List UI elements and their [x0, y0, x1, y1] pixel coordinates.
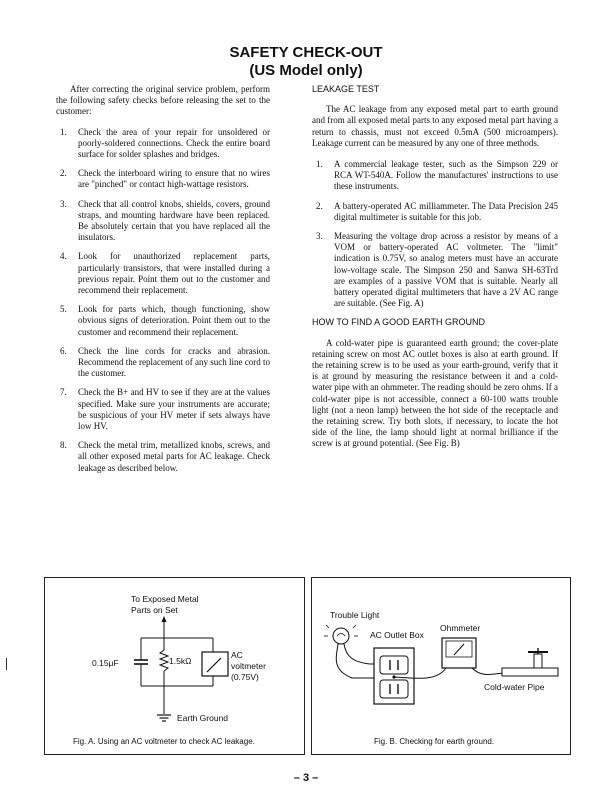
list-item [56, 251, 270, 296]
item-text: Check the metal trim, metallized knobs, screws, and all other exposed metal parts for AC leakage. Check leakage as described below. [78, 440, 270, 473]
capacitor-value: 0.15μF [92, 658, 119, 668]
list-item [56, 440, 270, 474]
receptacle-icon [380, 656, 408, 674]
list-item [312, 159, 558, 193]
list-item [56, 199, 270, 244]
item-text: Look for parts which, though functioning, show obvious signs of deterioration. Point them out to the customer and recommend their replacement. [78, 304, 270, 337]
item-text: A commercial leakage tester, such as the Simpson 229 or RCA WT-540A. Follow the manufactures' instructions to use these instruments. [334, 159, 558, 192]
item-text: Check the interboard wiring to ensure that no wires are "pinched" or contact high-wattage resistors. [78, 168, 270, 190]
outlet-box-label: AC Outlet Box [370, 630, 424, 640]
leakage-method-list [312, 159, 558, 309]
resistor-icon [160, 650, 168, 671]
figure-a-caption: Fig. A. Using an AC voltmeter to check AC leakage. [73, 737, 255, 746]
item-number: 6. [60, 345, 67, 356]
item-number: 5. [60, 304, 67, 315]
list-item [56, 304, 270, 338]
item-text: Check that all control knobs, shields, covers, ground straps, and mounting hardware have been replaced. Be absolutely certain that you have replaced all the insulators. [78, 198, 270, 243]
light-bulb-icon [333, 628, 349, 644]
list-item [56, 346, 270, 380]
meter-label-ac: AC [231, 650, 243, 660]
page-subtitle: (US Model only) [249, 62, 363, 79]
figure-b-diagram [312, 578, 570, 754]
item-number: 8. [60, 440, 67, 451]
list-item [56, 387, 270, 432]
safety-check-list [56, 127, 270, 474]
light-ray-icon [326, 625, 329, 628]
ohmmeter-label: Ohmmeter [440, 623, 481, 633]
list-item [312, 201, 558, 223]
earth-ground-paragraph: A cold-water pipe is guaranteed earth ground; the cover-plate retaining screw on most AC outlet boxes is also at earth ground. If the retaining screw is to be used as your earth-ground, verify that it is at ground by measuring the resistance between it and a cold-water pipe with an ohmmeter. The reading should be zero ohms. If a cold-water pipe is not accessible, connect a 60-100 watts trouble light (not a neon lamp) between the hot side of the receptacle and the retaining screw. Try both slots, if necessary, to locate the hot side of the line, the lamp should light at normal brilliance if the screw is at ground potential. (See Fig. B) [312, 337, 558, 449]
meter-label-voltmeter: voltmeter [231, 661, 266, 671]
earth-ground-heading: HOW TO FIND A GOOD EARTH GROUND [312, 317, 486, 328]
light-lead-wire [336, 644, 374, 678]
item-number: 3. [60, 198, 67, 209]
item-number: 3. [316, 231, 323, 242]
receptacle-icon [380, 680, 408, 698]
right-column [312, 84, 558, 460]
item-number: 1. [60, 126, 67, 137]
item-number: 7. [60, 387, 67, 398]
intro-paragraph: After correcting the original service problem, perform the following safety checks before releasing the set to the customer: [56, 84, 270, 117]
item-text: Check the area of your repair for unsoldered or poorly-soldered connections. Check the entire board surface for solder splashes and bridges. [78, 126, 270, 160]
left-column [56, 84, 270, 482]
leakage-test-heading: LEAKAGE TEST [312, 84, 380, 94]
figure-b-caption: Fig. B. Checking for earth ground. [374, 737, 495, 746]
meter-label-range: (0.75V) [231, 672, 259, 682]
item-number: 2. [60, 168, 67, 179]
figure-a-diagram [45, 578, 304, 754]
item-text: Check the line cords for cracks and abrasion. Recommend the replacement of any such line cord to the customer. [78, 345, 270, 379]
faucet-icon [534, 654, 542, 668]
arrow-up-icon [162, 616, 167, 622]
light-ray-icon [353, 625, 356, 628]
cold-water-pipe-label: Cold-water Pipe [484, 682, 545, 692]
trouble-light-label: Trouble Light [330, 610, 380, 620]
item-text: Look for unauthorized replacement parts, particularly transistors, that were installed during a previous repair. Point them out to the customer and recommend their replacement. [78, 251, 270, 296]
label-parts-on-set: Parts on Set [131, 605, 178, 615]
resistor-value: 1.5kΩ [169, 656, 192, 666]
figure-b [311, 577, 571, 755]
leakage-test-paragraph: The AC leakage from any exposed metal part to earth ground and from all exposed metal parts to any exposed metal part having a return to chassis, must not exceed 0.5mA (500 microampers). Leakage current can be measured by any one of three methods. [312, 104, 558, 148]
list-item [56, 127, 270, 161]
cold-water-pipe-icon [502, 668, 558, 676]
item-text: Check the B+ and HV to see if they are at the values specified. Make sure your instruments are accurate; be suspicious of your HV meter if sets always have low HV. [78, 387, 270, 432]
margin-mark [6, 658, 7, 670]
item-text: Measuring the voltage drop across a resistor by means of a VOM or battery-operated AC voltmeter. The "limit" indication is 0.75V, so analog meters must have an accurate low-voltage scale. The Simpson 250 and Sanwa SH-63Trd are examples of a passive VOM that is suitable. Nearly all battery operated digital multimeters that have a 2V AC range are suitable. (See Fig. A) [334, 231, 558, 309]
label-exposed-metal: To Exposed Metal [131, 594, 199, 604]
earth-ground-label: Earth Ground [177, 713, 229, 723]
item-number: 2. [316, 200, 323, 211]
item-text: A battery-operated AC milliammeter. The Data Precision 245 digital multimeter is suitable for this job. [334, 200, 558, 222]
figure-a [44, 577, 305, 755]
list-item [56, 168, 270, 190]
item-number: 1. [316, 159, 323, 170]
page-title: SAFETY CHECK-OUT [229, 44, 383, 61]
item-number: 4. [60, 251, 67, 262]
page-number: – 3 – [293, 772, 319, 784]
list-item [312, 231, 558, 309]
